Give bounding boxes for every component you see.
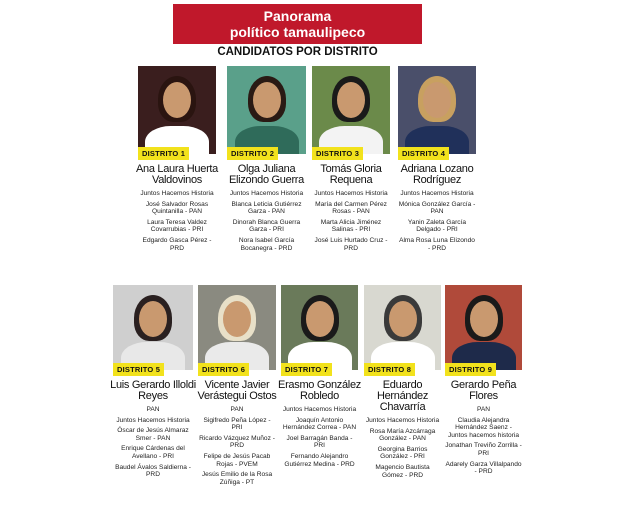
rival-candidate: Claudia Alejandra Hernández Saenz - Juntos hacemos historia: [447, 416, 520, 439]
district-badge: DISTRITO 9: [445, 363, 496, 376]
rival-candidate: Juntos Hacemos Historia: [282, 406, 357, 413]
title-line-2: político tamaulipeco: [229, 24, 366, 40]
district-badge: DISTRITO 1: [138, 147, 189, 160]
rival-candidate: Adarely Garza Villalpando - PRD: [445, 460, 522, 476]
district-info: [134, 164, 220, 255]
subtitle: CANDIDATOS POR DISTRITO: [217, 46, 378, 58]
candidate-name: Luis Gerardo Illoldi Reyes: [110, 379, 196, 402]
candidate-name: Ana Laura Huerta Valdovinos: [135, 163, 219, 186]
rival-candidate: Laura Teresa Valdez Covarrubias - PRI: [147, 218, 207, 234]
rival-candidate: Edgardo Gasca Pérez - PRD: [142, 236, 212, 252]
rival-candidate: José Luis Hurtado Cruz - PRD: [314, 236, 388, 252]
rival-candidate: Fernando Alejandro Gutiérrez Medina - PRD: [284, 452, 355, 468]
rival-candidate: Jesús Emilio de la Rosa Zúñiga - PT: [201, 471, 273, 486]
rival-candidate: Alma Rosa Luna Elizondo - PRD: [399, 236, 475, 252]
candidate-photo: [113, 285, 193, 370]
candidate-photo: [198, 285, 276, 370]
district-info: [223, 164, 310, 255]
candidate-photo: [445, 285, 522, 370]
district-badge: DISTRITO 7: [281, 363, 332, 376]
district-info: [308, 164, 394, 255]
rival-candidate: Juntos Hacemos Historia: [140, 190, 214, 197]
rival-candidate: Marta Alicia Jiménez Salinas - PRI: [320, 218, 382, 234]
rival-candidate: Nora Isabel García Bocanegra - PRD: [238, 236, 295, 252]
rival-candidate: Sigifredo Peña López - PRI: [203, 416, 271, 432]
rival-candidate: PAN: [476, 406, 491, 413]
rival-candidate: Blanca Leticia Gutiérrez Garza - PAN: [231, 200, 302, 216]
district-info: [277, 380, 362, 471]
candidate-name: Eduardo Hernández Chavarría: [376, 379, 429, 413]
rival-candidate: Juntos Hacemos Historia: [229, 190, 304, 197]
rival-candidate: Georgina Barrios González - PRI: [377, 445, 428, 461]
rival-candidate: Joaquín Antonio Hernández Correa - PAN: [282, 416, 357, 432]
rival-candidate: Joel Barragán Banda - PRI: [286, 434, 353, 450]
candidate-photo: [281, 285, 358, 370]
rival-candidate: Óscar de Jesús Almaraz Smer - PAN: [117, 427, 189, 442]
candidate-name: Erasmo González Robledo: [278, 379, 361, 402]
rival-candidate: Jonathan Treviño Zorrilla - PRI: [445, 442, 522, 457]
rival-candidate: PAN: [146, 406, 160, 413]
rival-candidate: Mónica González García - PAN: [398, 200, 476, 216]
candidate-photo: [227, 66, 306, 154]
district-info: [360, 380, 445, 482]
rival-candidate: Magencio Bautista Gómez - PRD: [375, 463, 430, 479]
rival-candidate: María del Carmen Pérez Rosas - PAN: [315, 200, 387, 216]
candidate-name: Olga Juliana Elizondo Guerra: [229, 163, 304, 186]
district-info: [109, 380, 197, 482]
candidate-photo: [364, 285, 441, 370]
candidate-photo: [398, 66, 476, 154]
rival-candidate: Juntos Hacemos Historia: [400, 190, 474, 197]
rival-candidate: José Salvador Rosas Quintanilla - PAN: [145, 200, 209, 216]
district-badge: DISTRITO 2: [227, 147, 278, 160]
candidate-name: Gerardo Peña Flores: [450, 379, 517, 402]
rival-candidate: PAN: [230, 406, 244, 413]
rival-candidate: Juntos Hacemos Historia: [314, 190, 388, 197]
rival-candidate: Yanin Zaleta García Delgado - PRI: [407, 218, 467, 234]
rival-candidate: Baudel Ávalos Saldierna - PRD: [115, 463, 191, 479]
district-badge: DISTRITO 5: [113, 363, 164, 376]
district-info: [441, 380, 526, 479]
rival-candidate: Rosa María Azcárraga González - PAN: [369, 427, 436, 443]
district-info: [394, 164, 480, 255]
candidate-photo: [312, 66, 390, 154]
district-badge: DISTRITO 8: [364, 363, 415, 376]
candidate-name: Tomás Gloria Requena: [320, 163, 382, 186]
rival-candidate: Enrique Cárdenas del Avellano - PRI: [121, 445, 185, 460]
candidate-name: Adriana Lozano Rodríguez: [400, 163, 474, 186]
rival-candidate: Felipe de Jesús Pacab Rojas - PVEM: [203, 452, 271, 468]
rival-candidate: Juntos Hacemos Historia: [365, 417, 440, 424]
title-banner: [173, 4, 422, 44]
candidate-photo: [138, 66, 216, 154]
candidate-name: Vicente Javier Verástegui Ostos: [197, 379, 277, 402]
title-line-1: Panorama: [263, 8, 332, 24]
rival-candidate: Dinorah Blanca Guerra Garza - PRI: [232, 218, 301, 234]
district-badge: DISTRITO 4: [398, 147, 449, 160]
rival-candidate: Juntos Hacemos Historia: [116, 416, 190, 424]
rival-candidate: Ricardo Vázquez Muñoz - PRD: [199, 434, 275, 450]
district-badge: DISTRITO 6: [198, 363, 249, 376]
district-info: [194, 380, 280, 489]
district-badge: DISTRITO 3: [312, 147, 363, 160]
